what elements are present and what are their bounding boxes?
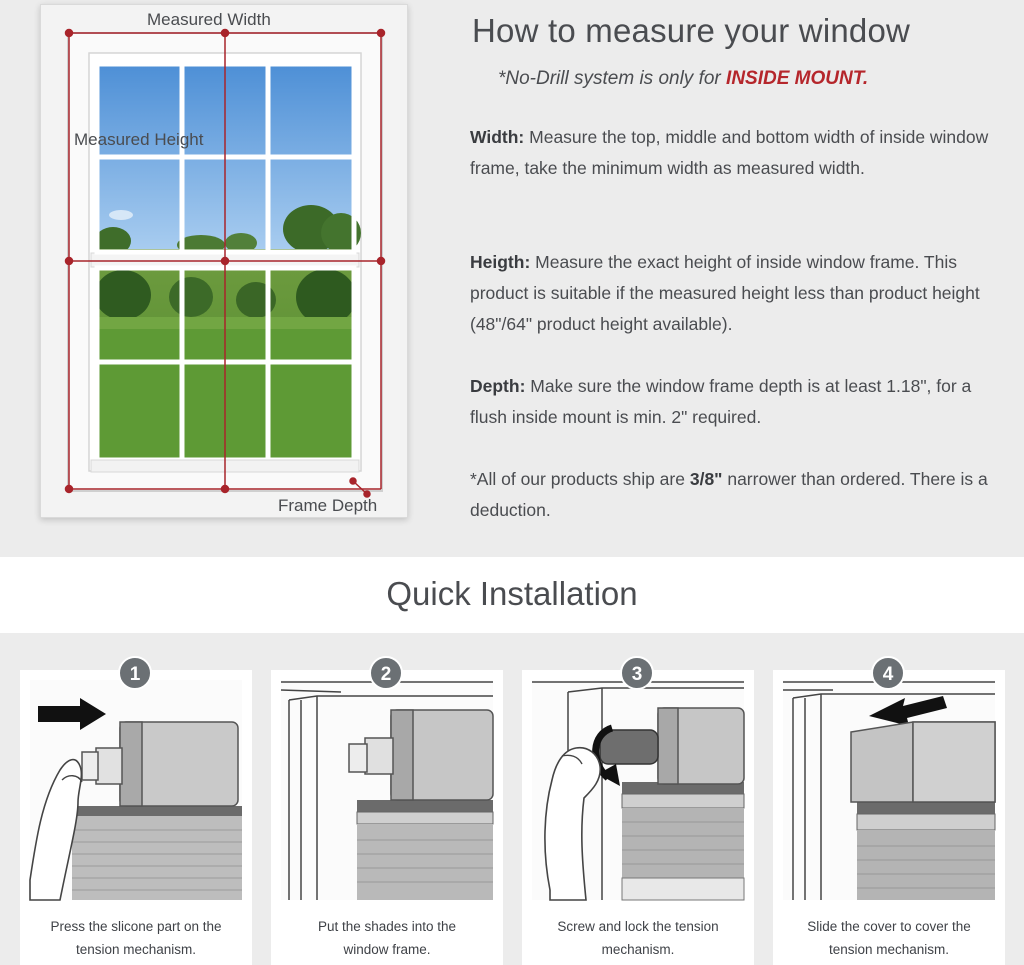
depth-label: Depth: [470, 376, 526, 396]
step-4-caption-line-1: Slide the cover to cover the [807, 919, 971, 934]
step-3-caption [522, 915, 754, 961]
step-4-badge: 4 [871, 656, 905, 690]
step-3-caption-line-1: Screw and lock the tension [557, 919, 719, 934]
measured-height-label: Measured Height [74, 130, 204, 149]
inside-mount-highlight: INSIDE MOUNT. [726, 68, 869, 89]
height-text: Measure the exact height of inside window frame. This product is suitable if the measured height less than product height (48"/64" product height available). [470, 252, 980, 334]
step-2-badge: 2 [369, 656, 403, 690]
width-text: Measure the top, middle and bottom width of inside window frame, take the minimum width as measured width. [470, 127, 989, 178]
step-4-caption-line-2: tension mechanism. [828, 942, 950, 957]
installation-title: Quick Installation [386, 575, 638, 612]
step-2-illustration [271, 670, 503, 915]
step-3-badge: 3 [620, 656, 654, 690]
step-1-caption [20, 915, 252, 961]
width-label: Width: [470, 127, 525, 147]
window-diagram [40, 4, 408, 518]
depth-instruction [470, 371, 1005, 433]
height-label: Heigth: [470, 252, 531, 272]
step-4-caption [773, 915, 1005, 961]
mount-note-text: *No-Drill system is only for [498, 68, 727, 89]
height-instruction [470, 247, 1005, 340]
step-1-caption-line-1: Press the slicone part on the [50, 919, 222, 934]
measured-width-label: Measured Width [147, 10, 271, 29]
deduction-amount: 3/8" [689, 469, 723, 489]
deduction-suffix: narrower than ordered. There is a deduction. [470, 469, 988, 520]
step-1-illustration [20, 670, 252, 915]
measure-title: How to measure your window [472, 12, 911, 49]
width-instruction [470, 122, 1005, 184]
step-2-caption-line-2: window frame. [343, 942, 431, 957]
deduction-note [470, 464, 1005, 526]
step-1-caption-line-2: tension mechanism. [75, 942, 197, 957]
step-1-badge: 1 [118, 656, 152, 690]
deduction-prefix: *All of our products ship are [470, 469, 690, 489]
install-step-4 [773, 664, 1005, 965]
step-3-illustration [522, 670, 754, 915]
step-3-caption-line-2: mechanism. [601, 942, 675, 957]
install-step-3 [522, 664, 754, 965]
step-2-caption [271, 915, 503, 961]
step-4-illustration [773, 670, 1005, 915]
depth-text: Make sure the window frame depth is at least 1.18", for a flush inside mount is min. 2" required. [470, 376, 972, 427]
install-step-2 [271, 664, 503, 965]
install-step-1 [20, 664, 252, 965]
window-illustration [41, 5, 409, 519]
mount-note [498, 68, 868, 90]
frame-depth-label: Frame Depth [278, 496, 378, 515]
step-2-caption-line-1: Put the shades into the [317, 919, 457, 934]
